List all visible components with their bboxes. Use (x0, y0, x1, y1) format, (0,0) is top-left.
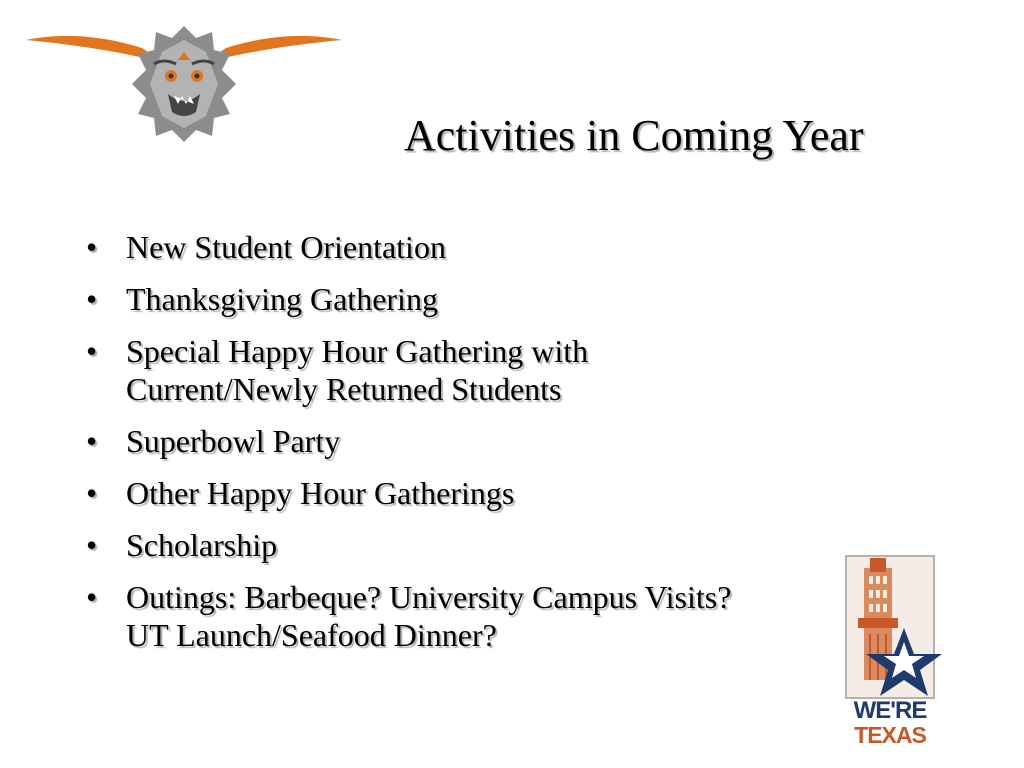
bullet-item (86, 422, 926, 460)
badge-line-2: TEXAS (854, 722, 926, 748)
bullet-dot: • (86, 229, 98, 265)
bullet-dot: • (86, 579, 98, 615)
slide-title: Activities in Coming Year (404, 111, 864, 160)
bullet-item (86, 280, 926, 318)
bullet-item (86, 474, 926, 512)
bullet-text: Current/Newly Returned Students (126, 371, 562, 407)
bullet-dot: • (86, 333, 98, 369)
bullet-dot: • (86, 423, 98, 459)
bullet-text: New Student Orientation (126, 229, 446, 265)
bullet-dot: • (86, 475, 98, 511)
bullet-text: Superbowl Party (126, 423, 341, 459)
bullet-dot: • (86, 527, 98, 563)
bullet-item (86, 578, 926, 654)
longhorn-dragon-logo-icon (24, 22, 344, 152)
bullet-text: Special Happy Hour Gathering with (126, 333, 589, 369)
bullet-text: Outings: Barbeque? University Campus Visits? (126, 579, 732, 615)
bullet-item (86, 526, 926, 564)
bullet-text: Scholarship (126, 527, 278, 563)
bullet-list (86, 228, 926, 668)
bullet-item (86, 332, 926, 408)
bullet-item (86, 228, 926, 266)
bullet-text: Thanksgiving Gathering (126, 281, 438, 317)
bullet-text: Other Happy Hour Gatherings (126, 475, 515, 511)
bullet-text: UT Launch/Seafood Dinner? (126, 617, 497, 653)
bullet-dot: • (86, 281, 98, 317)
badge-line-1: WE'RE (853, 697, 927, 724)
